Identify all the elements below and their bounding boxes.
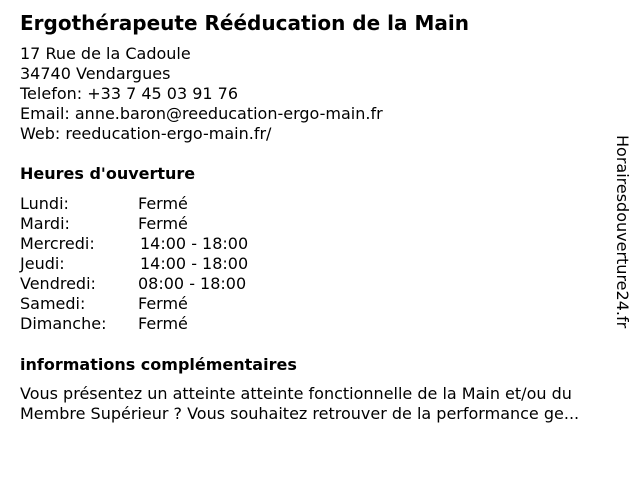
hours-row (20, 294, 620, 314)
address-line-2: 34740 Vendargues (20, 64, 171, 83)
hours-value: Fermé (138, 214, 188, 233)
hours-value: 08:00 - 18:00 (138, 274, 247, 293)
hours-value: Fermé (138, 294, 188, 313)
hours-row (20, 314, 620, 334)
phone-line: Telefon: +33 7 45 03 91 76 (20, 84, 239, 103)
hours-title: Heures d'ouverture (20, 164, 196, 183)
hours-value: Fermé (138, 194, 188, 213)
info-text: Vous présentez un atteinte atteinte fonctionnelle de la Main et/ou du Membre Supérieur ? Vous souhaitez retrouver de la performance ge... (20, 384, 580, 423)
hours-row (20, 194, 620, 214)
hours-row (20, 274, 620, 294)
hours-row (20, 214, 620, 234)
hours-day: Vendredi: (20, 274, 96, 293)
hours-value: 14:00 - 18:00 (140, 234, 249, 253)
hours-row (20, 254, 620, 274)
info-title: informations complémentaires (20, 355, 297, 374)
hours-day: Dimanche: (20, 314, 107, 333)
email-line: Email: anne.baron@reeducation-ergo-main.fr (20, 104, 383, 123)
business-title: Ergothérapeute Rééducation de la Main (20, 11, 469, 35)
hours-day: Jeudi: (20, 254, 65, 273)
site-watermark: Horairesdouverture24.fr (613, 135, 632, 329)
hours-table (20, 194, 620, 334)
hours-value: Fermé (138, 314, 188, 333)
address-line-1: 17 Rue de la Cadoule (20, 44, 191, 63)
hours-day: Samedi: (20, 294, 86, 313)
hours-day: Mardi: (20, 214, 70, 233)
business-listing (20, 10, 620, 424)
hours-value: 14:00 - 18:00 (140, 254, 249, 273)
hours-day: Lundi: (20, 194, 69, 213)
hours-day: Mercredi: (20, 234, 95, 253)
hours-row (20, 234, 620, 254)
web-line: Web: reeducation-ergo-main.fr/ (20, 124, 272, 143)
